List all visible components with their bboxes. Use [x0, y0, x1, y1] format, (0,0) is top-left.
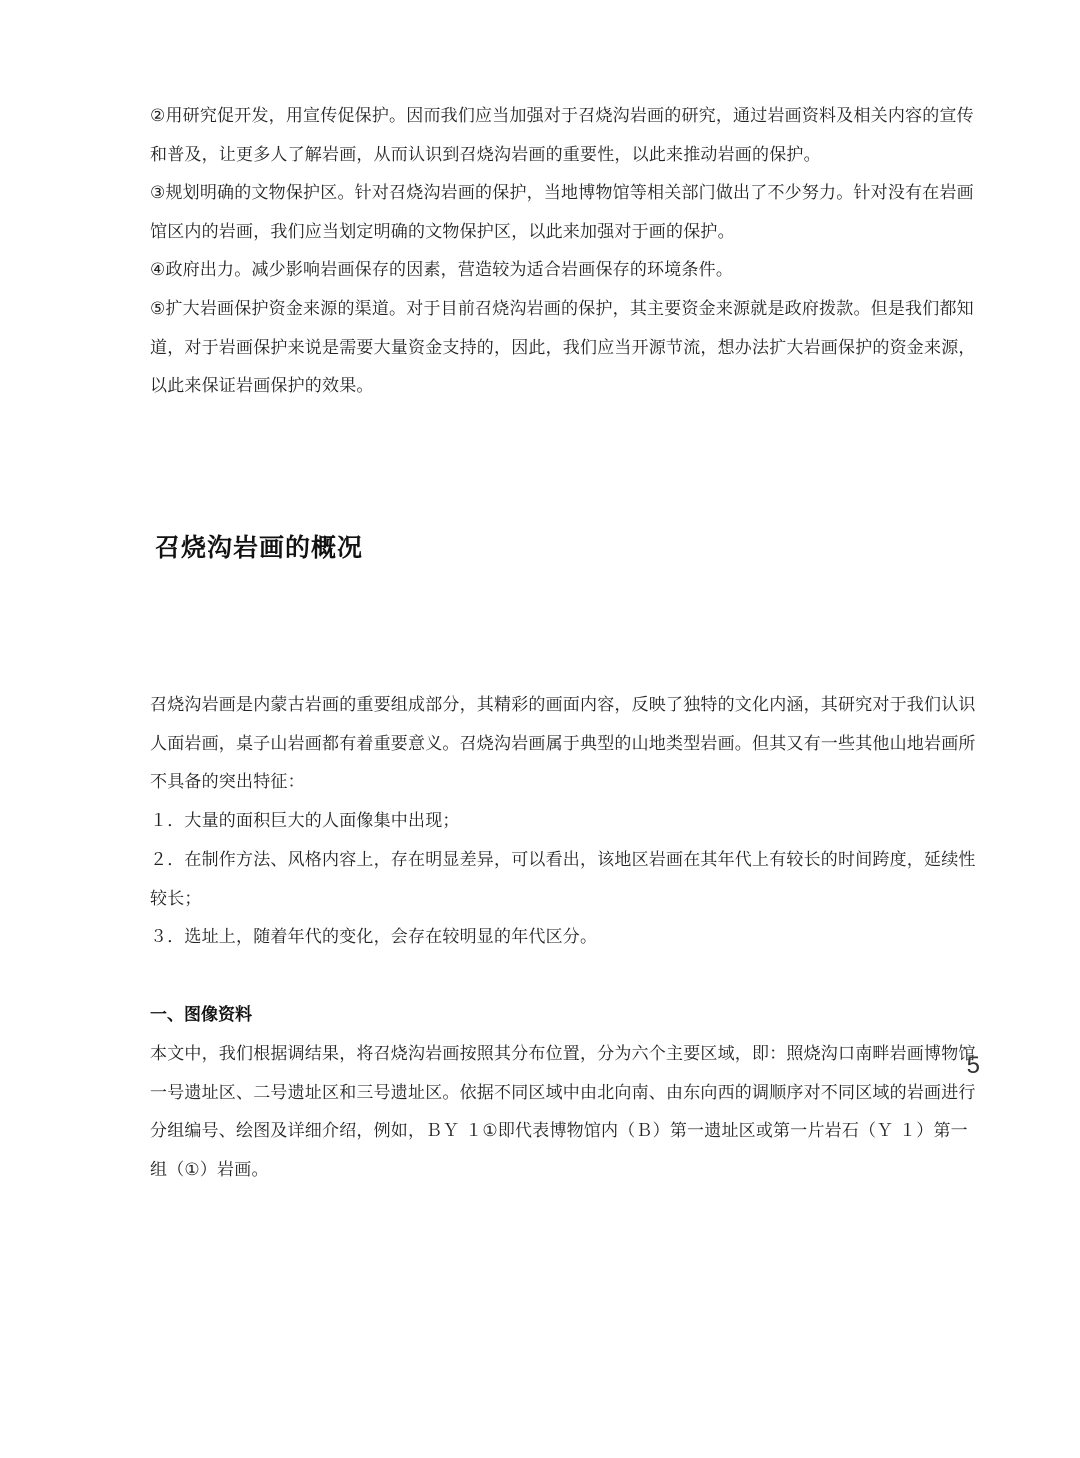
- paragraph-overview-intro: 召烧沟岩画是内蒙古岩画的重要组成部分，其精彩的画面内容，反映了独特的文化内涵，其研究对于我们认识人面岩画，桌子山岩画都有着重要意义。召烧沟岩画属于典型的山地类型岩画。但其又有一些其他山地岩画所不具备的突出特征：: [150, 695, 976, 792]
- paragraph-funding-channels: ⑤扩大岩画保护资金来源的渠道。对于目前召烧沟岩画的保护，其主要资金来源就是政府拨款。但是我们都知道，对于岩画保护来说是需要大量资金支持的，因此，我们应当开源节流，想办法扩大岩画保护的资金来源，以此来保证岩画保护的效果。: [150, 299, 976, 396]
- feature-item-3: ３．选址上，随着年代的变化，会存在较明显的年代区分。: [150, 927, 598, 947]
- section-title: 召烧沟岩画的概况: [155, 533, 364, 562]
- subsection-heading: 一、图像资料: [150, 1005, 252, 1025]
- paragraph-government-effort: ④政府出力。减少影响岩画保存的因素，营造较为适合岩画保存的环境条件。: [150, 260, 734, 280]
- feature-item-2: ２．在制作方法、风格内容上，存在明显差异，可以看出，该地区岩画在其年代上有较长的时间跨度，延续性较长；: [150, 850, 976, 909]
- page-number: 5: [966, 1052, 980, 1079]
- paragraph-protection-zone: ③规划明确的文物保护区。针对召烧沟岩画的保护，当地博物馆等相关部门做出了不少努力。针对没有在岩画馆区内的岩画，我们应当划定明确的文物保护区，以此来加强对于画的保护。: [150, 183, 974, 242]
- feature-item-1: １．大量的面积巨大的人面像集中出现；: [150, 811, 460, 831]
- paragraph-research-promotion: ②用研究促开发，用宣传促保护。因而我们应当加强对于召烧沟岩画的研究，通过岩画资料及相关内容的宣传和普及，让更多人了解岩画，从而认识到召烧沟岩画的重要性，以此来推动岩画的保护。: [150, 106, 974, 165]
- paragraph-image-materials: 本文中，我们根据调结果，将召烧沟岩画按照其分布位置，分为六个主要区域，即：照烧沟口南畔岩画博物馆一号遗址区、二号遗址区和三号遗址区。依据不同区域中由北向南、由东向西的调顺序对不同区域的岩画进行分组编号、绘图及详细介绍，例如，ＢＹ １①即代表博物馆内（Ｂ）第一遗址区或第一片岩石（Ｙ １）第一组（①）岩画。: [150, 1044, 976, 1180]
